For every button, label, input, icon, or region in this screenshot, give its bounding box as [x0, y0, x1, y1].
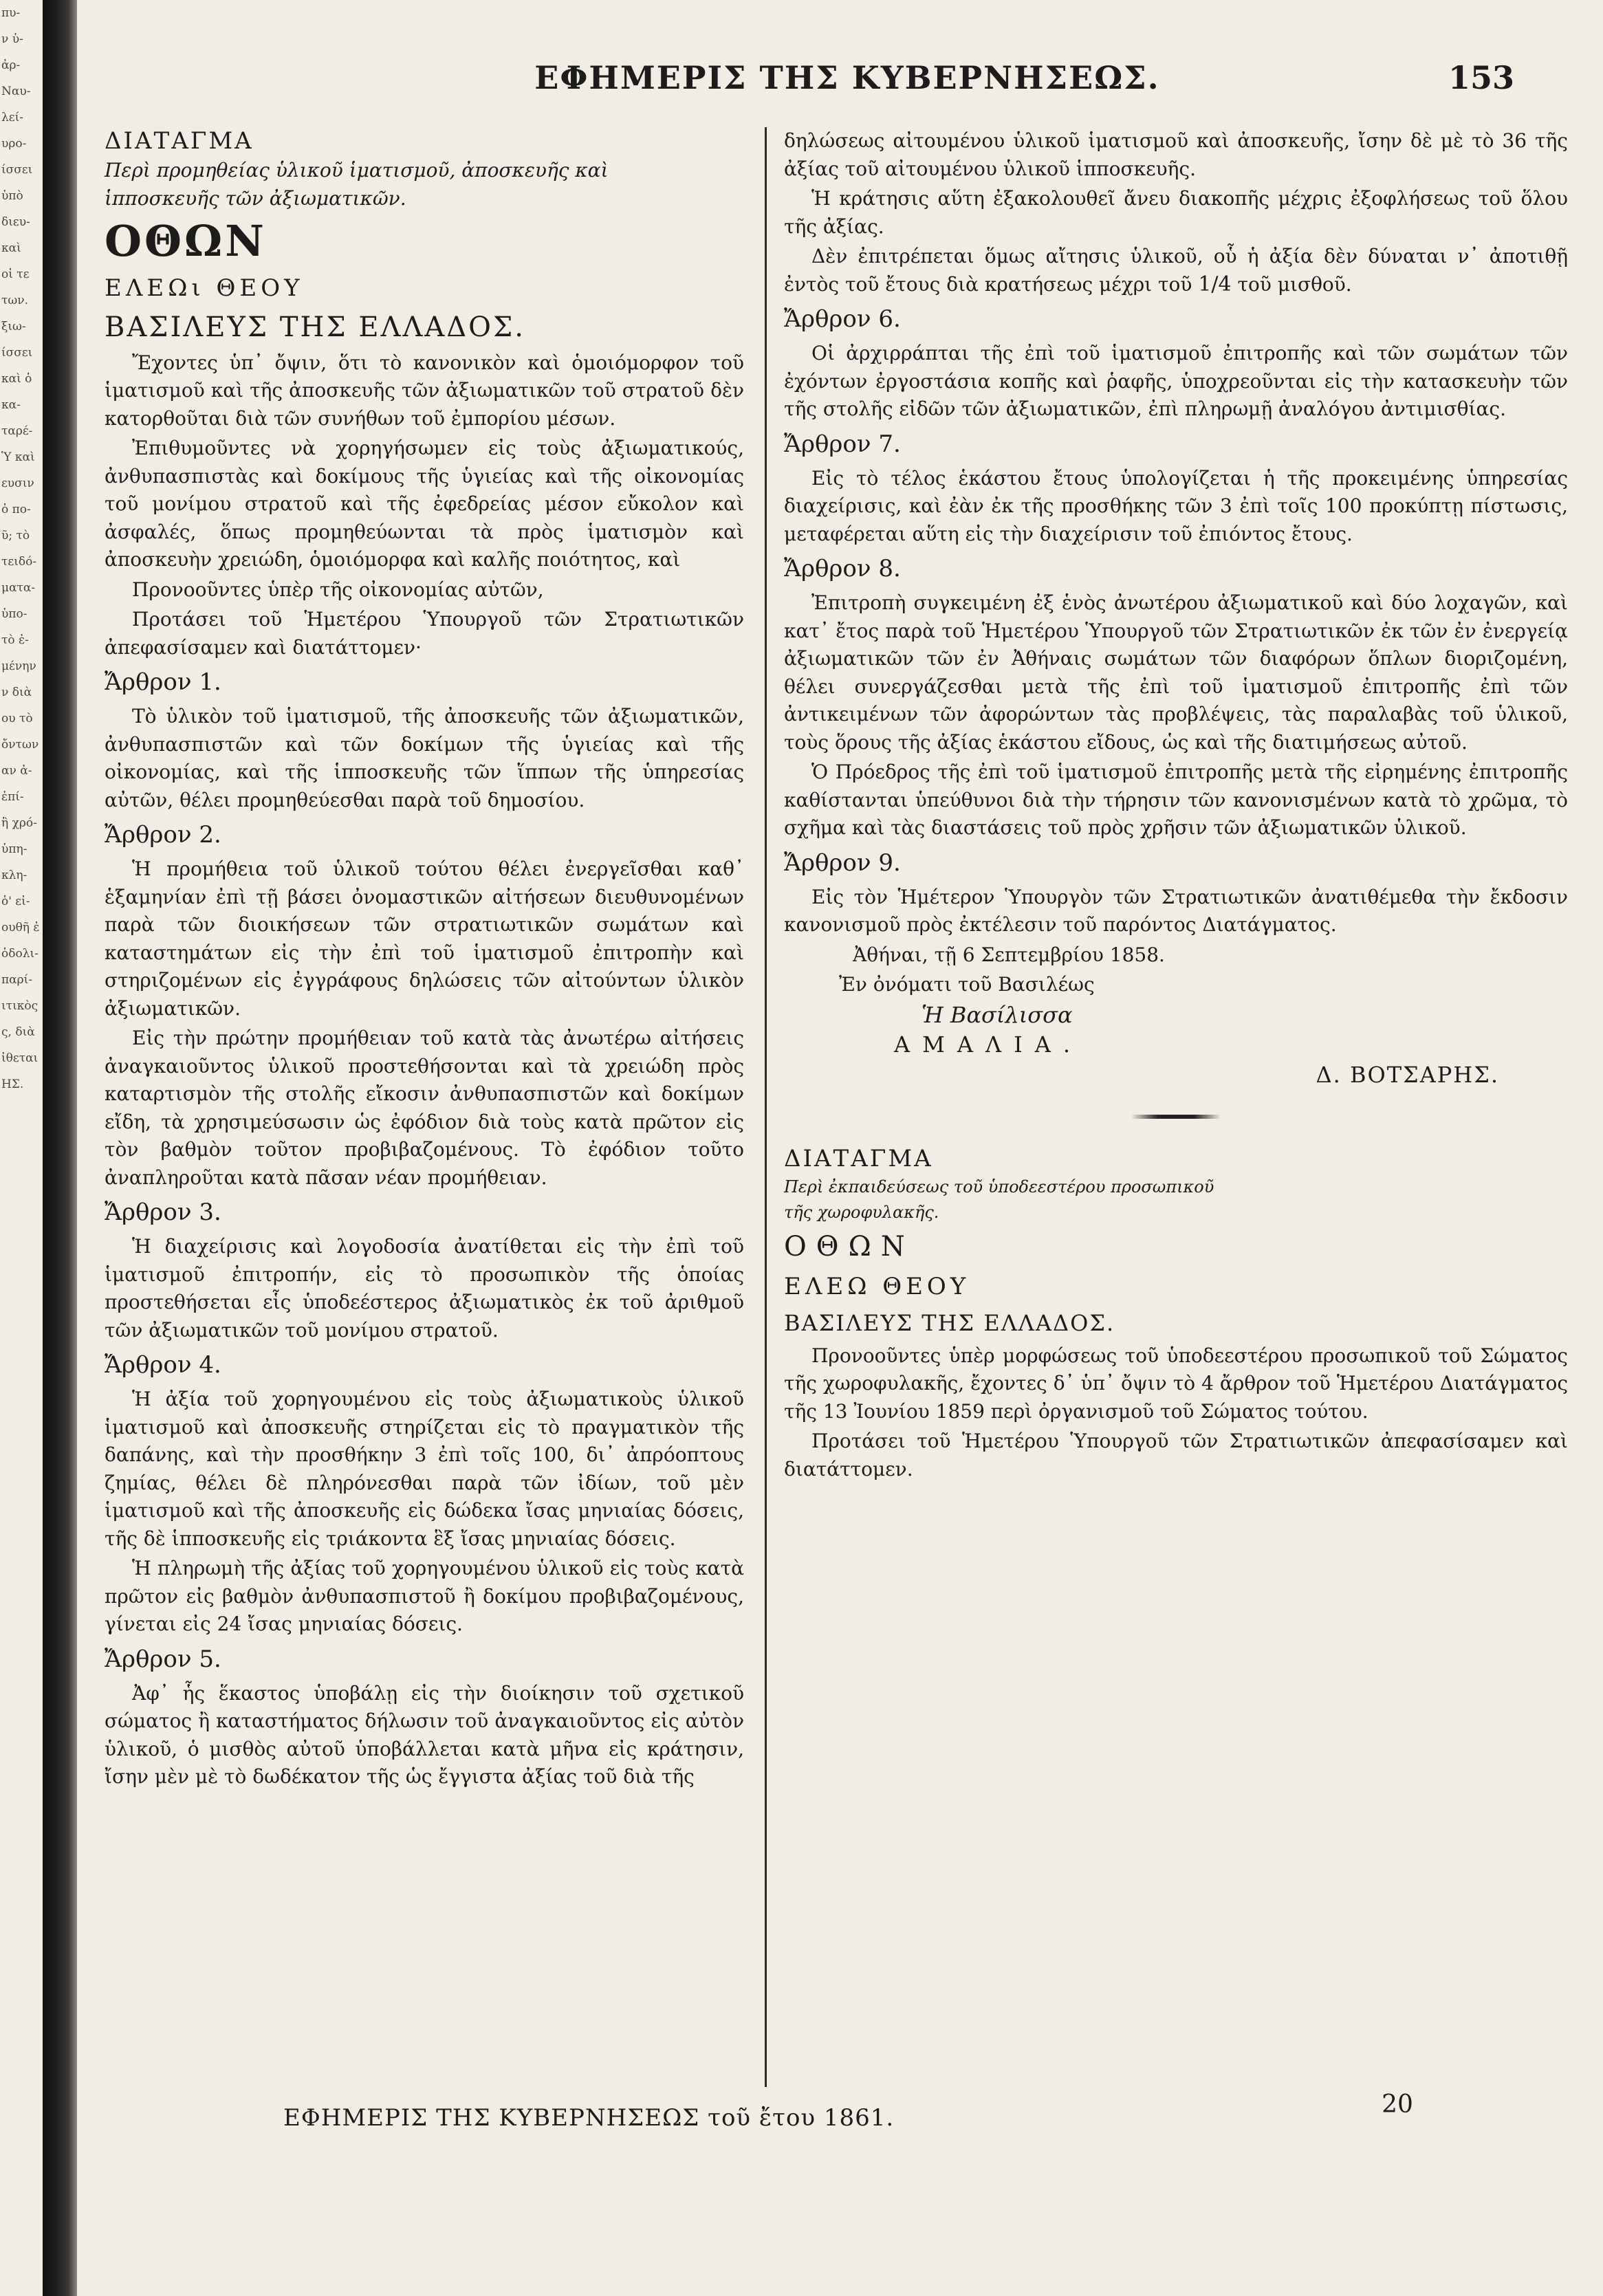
- margin-fragment: ὄντων: [1, 738, 39, 752]
- article-text: Εἰς τὸν Ἡμέτερον Ὑπουργὸν τῶν Στρατιωτικῶν ἀνατιθέμεθα τὴν ἔκδοσιν κανονισμοῦ πρὸς ἐκτέλεσιν τοῦ παρόντος Διατάγματος.: [784, 885, 1568, 936]
- preamble-paragraph: Προτάσει τοῦ Ἡμετέρου Ὑπουργοῦ τῶν Στρατιωτικῶν ἀπεφασίσαμεν καὶ διατάττομεν·: [105, 608, 744, 659]
- article-heading: Ἄρθρον 7.: [784, 430, 901, 458]
- margin-fragment: ἀρ-: [1, 58, 21, 72]
- footer-journal: ΕΦΗΜΕΡΙΣ ΤΗΣ ΚΥΒΕΡΝΗΣΕΩΣ τοῦ ἔτου 1861.: [283, 2104, 895, 2132]
- margin-fragment: ματα-: [1, 581, 36, 595]
- margin-fragment: ξιω-: [1, 320, 26, 334]
- article-text: Ἐπιτροπὴ συγκειμένη ἐξ ἑνὸς ἀνωτέρου ἀξιωματικοῦ καὶ δύο λοχαγῶν, καὶ κατ᾿ ἔτος παρὰ τοῦ Ἡμετέρου Ὑπουργοῦ τῶν Στρατιωτικῶν ἐκ τῶν ἐν ἐνεργείᾳ ἀξιωματικῶν τῶν ἐν Ἀθήναις σωμάτων τῶν διαφόρων ὅπλων διοριζομένη, θέλει συνεργάζεσθαι μετὰ τῆς ἐπὶ τοῦ ἱματισμοῦ ἐπιτροπῆς ἐπὶ τῶν ἀντικειμένων τῶν ἀφορώντων τὰς προβλέψεις, τὰς παραλαβὰς τοῦ ὑλικοῦ, τοὺς ὅρους τῆς ἀξίας ἑκάστου εἴδους, ὡς καὶ τῆς διατιμήσεως αὐτοῦ.: [784, 591, 1568, 754]
- margin-fragment: ίσσει: [1, 163, 33, 177]
- margin-fragment: ὑπη-: [1, 842, 28, 856]
- article-text: δηλώσεως αἰτουμένου ὑλικοῦ ἱματισμοῦ καὶ ἀποσκευῆς, ἴσην δὲ μὲ τὸ 36 τῆς ἀξίας τοῦ αἰτουμένου ὑλικοῦ ἱπποσκευῆς.: [784, 129, 1568, 180]
- fraction: 1/4: [1198, 272, 1232, 296]
- article-heading: Ἄρθρον 2.: [105, 821, 221, 849]
- signature-on-behalf: Ἐν ὀνόματι τοῦ Βασιλέως: [839, 973, 1095, 996]
- margin-fragment: καὶ: [1, 241, 21, 255]
- decree-title: ΔΙΑΤΑΓΜΑ: [784, 1145, 933, 1172]
- decree-subtitle: Περὶ προμηθείας ὑλικοῦ ἱματισμοῦ, ἀποσκευῆς καὶ: [105, 158, 609, 182]
- article-text: Ἡ προμήθεια τοῦ ὑλικοῦ τούτου θέλει ἐνεργεῖσθαι καθ᾿ ἑξαμηνίαν ἐπὶ τῇ βάσει ὀνομαστικῶν αἰτήσεων διευθυνομένων παρὰ τῶν διοικήσεων τῶν στρατιωτικῶν σωμάτων καὶ καταστημάτων εἰς τὴν ἐπὶ τοῦ ἱματισμοῦ ἐπιτροπὴν καὶ στηριζομένων εἰς ἐγγράφους δηλώσεις τῶν αἰτούντων ὑλικὸν ἀξιωματικῶν.: [105, 857, 744, 1020]
- margin-fragment: ιτικὸς: [1, 999, 39, 1013]
- margin-fragment: κα-: [1, 398, 21, 412]
- signature-block: [784, 941, 1568, 1089]
- margin-fragment: ὁ' εἰ-: [1, 895, 30, 908]
- article-heading: Ἄρθρον 3.: [105, 1199, 221, 1226]
- adjacent-page-margin: [0, 0, 43, 2296]
- margin-fragment: ὑπὸ: [1, 189, 23, 203]
- margin-fragment: ταρέ-: [1, 424, 33, 438]
- decree-subtitle: ἱπποσκευῆς τῶν ἀξιωματικῶν.: [105, 186, 406, 210]
- margin-fragment: πυ-: [1, 6, 21, 20]
- king-title: ΒΑΣΙΛΕΥΣ ΤΗΣ ΕΛΛΑΔΟΣ.: [105, 311, 525, 343]
- margin-fragment: ῦ; τὸ: [1, 529, 30, 543]
- margin-fragment: ὁδολι-: [1, 947, 39, 961]
- page-number: 153: [1448, 59, 1514, 96]
- article-text: Οἱ ἀρχιρράπται τῆς ἐπὶ τοῦ ἱματισμοῦ ἐπιτροπῆς καὶ τῶν σωμάτων τῶν ἐχόντων ἐργοστάσια κοπῆς καὶ ῥαφῆς, ὑποχρεοῦνται εἰς τὴν κατασκευὴν τῶν τῆς στολῆς εἰδῶν τῶν ἀξιωματικῶν, ἐπὶ πληρωμῇ ἀναλόγου ἀντιμισθίας.: [784, 342, 1568, 420]
- king-title: ΒΑΣΙΛΕΥΣ ΤΗΣ ΕΛΛΑΔΟΣ.: [784, 1309, 1115, 1336]
- eleo-theou: ΕΛΕΩι ΘΕΟΥ: [105, 274, 304, 302]
- footer-sheet-number: 20: [1382, 2090, 1413, 2119]
- margin-fragment: ὑπο-: [1, 607, 28, 621]
- margin-fragment: διευ-: [1, 215, 30, 229]
- article-text: Εἰς τὸ τέλος ἑκάστου ἔτους ὑπολογίζεται ἡ τῆς προκειμένης ὑπηρεσίας διαχείρισις, καὶ ἐὰν ἐκ τῆς προσθήκης τῶν 3 ἐπὶ τοῖς 100 προκύπτῃ πίστωσις, μεταφέρεται αὕτη εἰς τὴν διαχείρισιν τοῦ ἐπιόντος ἔτους.: [784, 466, 1568, 545]
- margin-fragment: των.: [1, 294, 29, 307]
- margin-fragment: ΗΣ.: [1, 1078, 24, 1091]
- margin-fragment: ἰθεται: [1, 1051, 39, 1065]
- article-text: Εἰς τὴν πρώτην προμήθειαν τοῦ κατὰ τὰς ἀνωτέρω αἰτήσεις ἀναγκαιοῦντος ὑλικοῦ προστεθήσονται καὶ τὰ χρειώδη πρὸς καταρτισμὸν τῆς στολῆς εἴκοσιν ἀνθυπασπιστῶν καὶ δοκίμων εἴδη, τὰ χρησιμεύσωσιν ὡς ἐφόδιον διὰ τοὺς κατὰ πρῶτον εἰς τὸν βαθμὸν τοῦτον προβιβαζομένους. Τὸ ἐφόδιον τοῦτο ἀναπληροῦται κατὰ πᾶσαν νέαν προμήθειαν.: [105, 1027, 744, 1189]
- margin-fragment: λεί-: [1, 111, 23, 124]
- right-column: [784, 127, 1568, 1485]
- article-text: Ὁ Πρόεδρος τῆς ἐπὶ τοῦ ἱματισμοῦ ἐπιτροπῆς μετὰ τῆς εἰρημένης ἐπιτροπῆς καθίστανται ὑπεύθυνοι διὰ τὴν τήρησιν τῶν κανονισμένων κατὰ τὸ χρῶμα, τὸ σχῆμα καὶ τὰς διαστάσεις τοῦ πρὸς χρῆσιν τῶν ἀξιωματικῶν ὑλικοῦ.: [784, 761, 1568, 839]
- article-text: Ἡ διαχείρισις καὶ λογοδοσία ἀνατίθεται εἰς τὴν ἐπὶ τοῦ ἱματισμοῦ ἐπιτροπήν, εἰς τὸ προσωπικὸν τῆς ὁποίας προστεθήσεται εἷς ὑποδεέστερος ἀξιωματικὸς ἐκ τοῦ ἀριθμοῦ τῶν ἀξιωματικῶν τοῦ μονίμου στρατοῦ.: [105, 1235, 744, 1342]
- preamble-paragraph: Ἐπιθυμοῦντες νὰ χορηγήσωμεν εἰς τοὺς ἀξιωματικούς, ἀνθυπασπιστὰς καὶ δοκίμους τῆς ὑγιείας καὶ τῆς οἰκονομίας τοῦ μονίμου στρατοῦ καὶ τῆς ἐφεδρείας μέσον εὔκολον καὶ ἀσφαλές, ὅπως προμηθεύωνται τὰ πρὸς ἱματισμὸν καὶ ἀποσκευὴν χρειώδη, ὁμοιόμορφα καὶ καλῆς ποιότητος, καὶ: [105, 437, 744, 571]
- margin-fragment: ουθῆ ἐ: [1, 921, 40, 934]
- margin-fragment: ου τὸ: [1, 712, 33, 725]
- running-head: ΕΦΗΜΕΡΙΣ ΤΗΣ ΚΥΒΕΡΝΗΣΕΩΣ.: [534, 59, 1160, 96]
- margin-fragment: υρο-: [1, 137, 27, 151]
- decree-subtitle: τῆς χωροφυλακῆς.: [784, 1202, 939, 1222]
- margin-fragment: μένην: [1, 659, 36, 673]
- article-heading: Ἄρθρον 6.: [784, 305, 901, 333]
- margin-fragment: οἱ τε: [1, 267, 30, 281]
- margin-fragment: ν διὰ: [1, 686, 32, 699]
- signature-minister: Δ. ΒΟΤΣΑΡΗΣ.: [1316, 1061, 1499, 1088]
- eleo-theou: ΕΛΕΩ ΘΕΟΥ: [784, 1272, 970, 1300]
- margin-fragment: ὁ πο-: [1, 503, 31, 516]
- article-heading: Ἄρθρον 9.: [784, 849, 901, 877]
- preamble-paragraph: Ἔχοντες ὑπ᾿ ὄψιν, ὅτι τὸ κανονικὸν καὶ ὁμοιόμορφον τοῦ ἱματισμοῦ καὶ τῆς ἀποσκευῆς τῶν ἀξιωματικῶν τοῦ στρατοῦ δὲν κατορθοῦται διὰ τῶν συνήθων τοῦ ἐμπορίου μέσων.: [105, 351, 744, 430]
- king-name: ΟΘΩΝ: [784, 1230, 915, 1262]
- margin-fragment: Ναυ-: [1, 85, 31, 98]
- preamble-paragraph: Προνοοῦντες ὑπὲρ τῆς οἰκονομίας αὐτῶν,: [132, 578, 544, 601]
- margin-fragment: Ὑ καὶ: [1, 450, 35, 464]
- decree-title: ΔΙΑΤΑΓΜΑ: [105, 127, 254, 155]
- signature-place-date: Ἀθήναι, τῇ 6 Σεπτεμβρίου 1858.: [853, 943, 1165, 966]
- margin-fragment: τειδό-: [1, 555, 37, 569]
- margin-fragment: αν ἀ-: [1, 764, 32, 778]
- preamble-paragraph: Προτάσει τοῦ Ἡμετέρου Ὑπουργοῦ τῶν Στρατιωτικῶν ἀπεφασίσαμεν καὶ διατάττομεν.: [784, 1430, 1568, 1480]
- margin-fragment: παρί-: [1, 973, 33, 987]
- gazette-page: [77, 0, 1603, 2296]
- decree-subtitle: Περὶ ἐκπαιδεύσεως τοῦ ὑποδεεστέρου προσωπικοῦ: [784, 1177, 1214, 1196]
- margin-fragment: ίσσει: [1, 346, 33, 360]
- margin-fragment: ς, διὰ: [1, 1025, 35, 1039]
- preamble-paragraph: Προνοοῦντες ὑπὲρ μορφώσεως τοῦ ὑποδεεστέρου προσωπικοῦ τοῦ Σώματος τῆς χωροφυλακῆς, ἔχοντες δ᾿ ὑπ᾿ ὄψιν τὸ 4 ἄρθρον τοῦ Ἡμετέρου Διατάγματος τῆς 13 Ἰουνίου 1859 περὶ ὀργανισμοῦ τοῦ Σώματος τούτου.: [784, 1344, 1568, 1423]
- margin-fragment: ευσιν: [1, 477, 34, 490]
- left-column: [105, 127, 744, 1793]
- article-heading: Ἄρθρον 5.: [105, 1645, 221, 1673]
- margin-fragment: τὸ ἐ-: [1, 633, 29, 647]
- section-ornament: [1131, 1115, 1221, 1119]
- article-heading: Ἄρθρον 4.: [105, 1351, 221, 1379]
- article-text: Ἡ κράτησις αὕτη ἐξακολουθεῖ ἄνευ διακοπῆς μέχρις ἐξοφλήσεως τοῦ ὅλου τῆς ἀξίας.: [784, 187, 1568, 238]
- margin-fragment: ἐπί-: [1, 790, 24, 804]
- article-text: Τὸ ὑλικὸν τοῦ ἱματισμοῦ, τῆς ἀποσκευῆς τῶν ἀξιωματικῶν, ἀνθυπασπιστῶν καὶ τῶν δοκίμων τῆς ὑγιείας καὶ τῆς οἰκονομίας, καὶ τῆς ἱπποσκευῆς τῶν ἵππων τῆς ὑπηρεσίας αὐτῶν, θέλει προμηθεύεσθαι παρὰ τοῦ δημοσίου.: [105, 705, 744, 811]
- margin-fragment: καὶ ὁ: [1, 372, 32, 386]
- binding-gutter: [43, 0, 77, 2296]
- article-heading: Ἄρθρον 8.: [784, 555, 901, 582]
- king-name: ΟΘΩΝ: [105, 215, 267, 266]
- article-text: [784, 243, 1568, 298]
- article-text: Ἀφ᾿ ἧς ἕκαστος ὑποβάλῃ εἰς τὴν διοίκησιν τοῦ σχετικοῦ σώματος ἢ καταστήματος δήλωσιν τοῦ ἀναγκαιοῦντος εἰς αὐτὸν ὑλικοῦ, ὁ μισθὸς αὐτοῦ ὑποβάλλεται κατὰ μῆνα εἰς κράτησιν, ἴσην μὲν μὲ τὸ δωδέκατον τῆς ὡς ἔγγιστα ἀξίας τοῦ διὰ τῆς: [105, 1681, 744, 1788]
- article-text-part: Δὲν ἐπιτρέπεται ὅμως αἴτησις ὑλικοῦ, οὗ ἡ ἀξία δὲν δύναται ν᾿ ἀποτιθῇ ἐντὸς τοῦ ἔτους διὰ κρατήσεως μέχρι τοῦ: [784, 245, 1568, 296]
- margin-fragment: ν ὑ-: [1, 32, 23, 46]
- margin-fragment: κλη-: [1, 868, 28, 882]
- article-text-part: τοῦ μισθοῦ.: [1237, 272, 1352, 296]
- margin-fragment: ἢ χρό-: [1, 816, 37, 830]
- article-text: Ἡ πληρωμὴ τῆς ἀξίας τοῦ χορηγουμένου ὑλικοῦ εἰς τοὺς κατὰ πρῶτον εἰς βαθμὸν ἀνθυπασπιστοῦ ἢ δοκίμου προβιβαζομένους, γίνεται εἰς 24 ἴσας μηνιαίας δόσεις.: [105, 1557, 744, 1635]
- signature-queen: Ἡ Βασίλισσα: [922, 1001, 1073, 1028]
- article-heading: Ἄρθρον 1.: [105, 668, 221, 696]
- signature-amalia: ΑΜΑΛΙΑ.: [894, 1031, 1083, 1058]
- column-divider: [765, 127, 767, 2087]
- article-text: Ἡ ἀξία τοῦ χορηγουμένου εἰς τοὺς ἀξιωματικοὺς ὑλικοῦ ἱματισμοῦ καὶ ἀποσκευῆς στηρίζεται εἰς τὸ πραγματικὸν τῆς δαπάνης, καὶ τὴν προσθήκην 3 ἐπὶ τοῖς 100, δι᾿ ἀπρόοπτους ζημίας, θέλει δὲ πληρόνεσθαι παρὰ τῶν ἰδίων, τοῦ μὲν ἱματισμοῦ καὶ τῆς ἀποσκευῆς εἰς δώδεκα ἴσας μηνιαίας δόσεις, τῆς δὲ ἱπποσκευῆς εἰς τριάκοντα ἓξ ἴσας μηνιαίας δόσεις.: [105, 1388, 744, 1550]
